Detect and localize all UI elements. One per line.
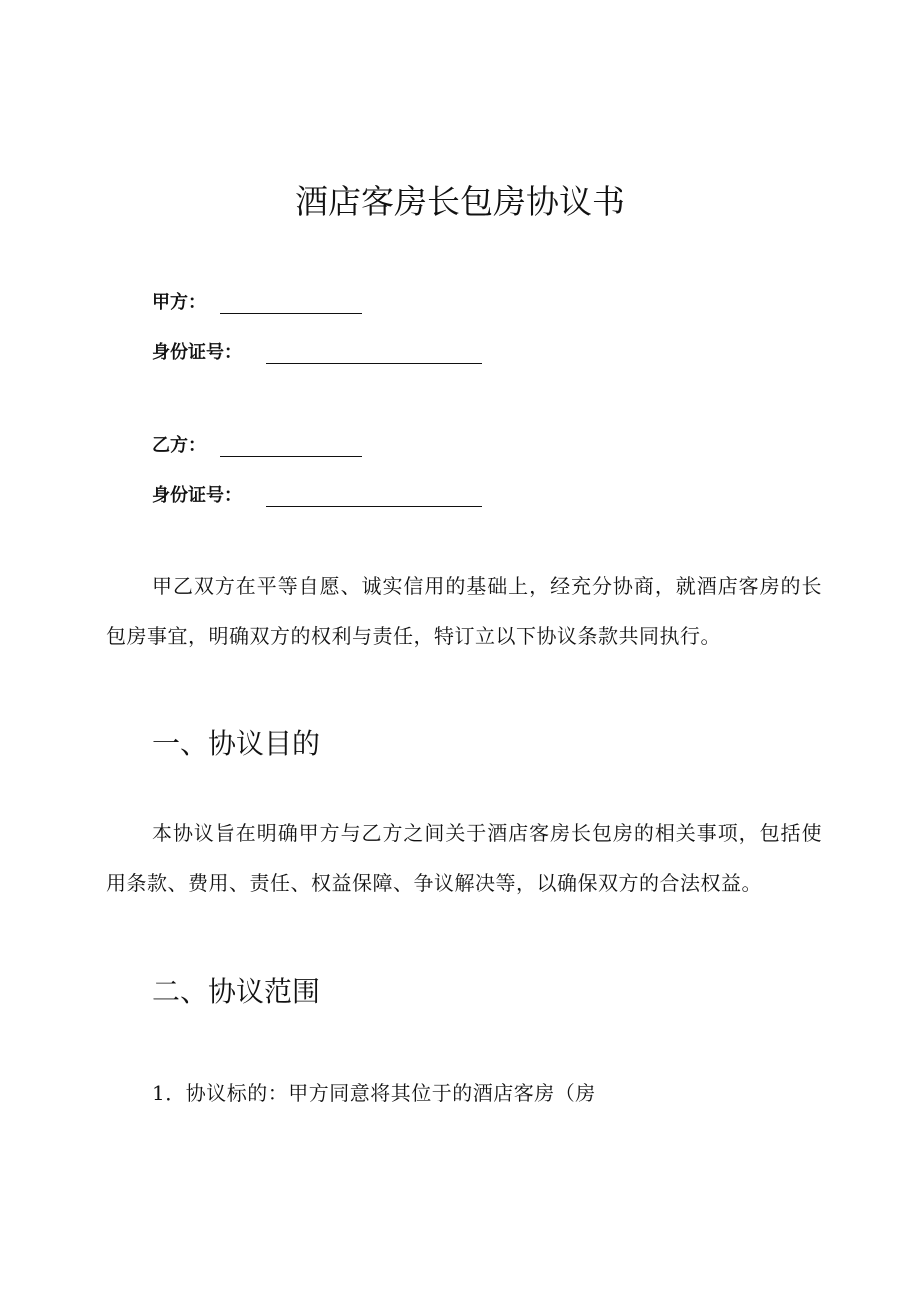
party-b-id-row xyxy=(152,481,482,507)
party-b-label: 乙方： xyxy=(152,435,206,456)
document-title: 酒店客房长包房协议书 xyxy=(295,182,625,221)
party-b-id-blank-line xyxy=(266,488,482,507)
section-2-heading: 二、协议范围 xyxy=(152,975,321,1008)
section-1-heading: 一、协议目的 xyxy=(152,727,321,760)
party-a-id-blank-line xyxy=(266,345,482,364)
party-a-label: 甲方： xyxy=(152,292,206,313)
party-b-row xyxy=(152,431,362,457)
intro-paragraph: 甲乙双方在平等自愿、诚实信用的基础上，经充分协商，就酒店客房的长包房事宜，明确双方的权利与责任，特订立以下协议条款共同执行。 xyxy=(106,574,822,648)
party-b-blank-line xyxy=(220,438,362,457)
party-b-id-label: 身份证号： xyxy=(152,485,242,506)
section-1-body: 本协议旨在明确甲方与乙方之间关于酒店客房长包房的相关事项，包括使用条款、费用、责任、权益保障、争议解决等，以确保双方的合法权益。 xyxy=(106,821,822,895)
party-a-id-row xyxy=(152,338,482,364)
party-a-blank-line xyxy=(220,295,362,314)
party-a-row xyxy=(152,288,362,314)
party-a-id-label: 身份证号： xyxy=(152,342,242,363)
section-2-item-1: 1．协议标的：甲方同意将其位于的酒店客房（房 xyxy=(152,1081,596,1105)
